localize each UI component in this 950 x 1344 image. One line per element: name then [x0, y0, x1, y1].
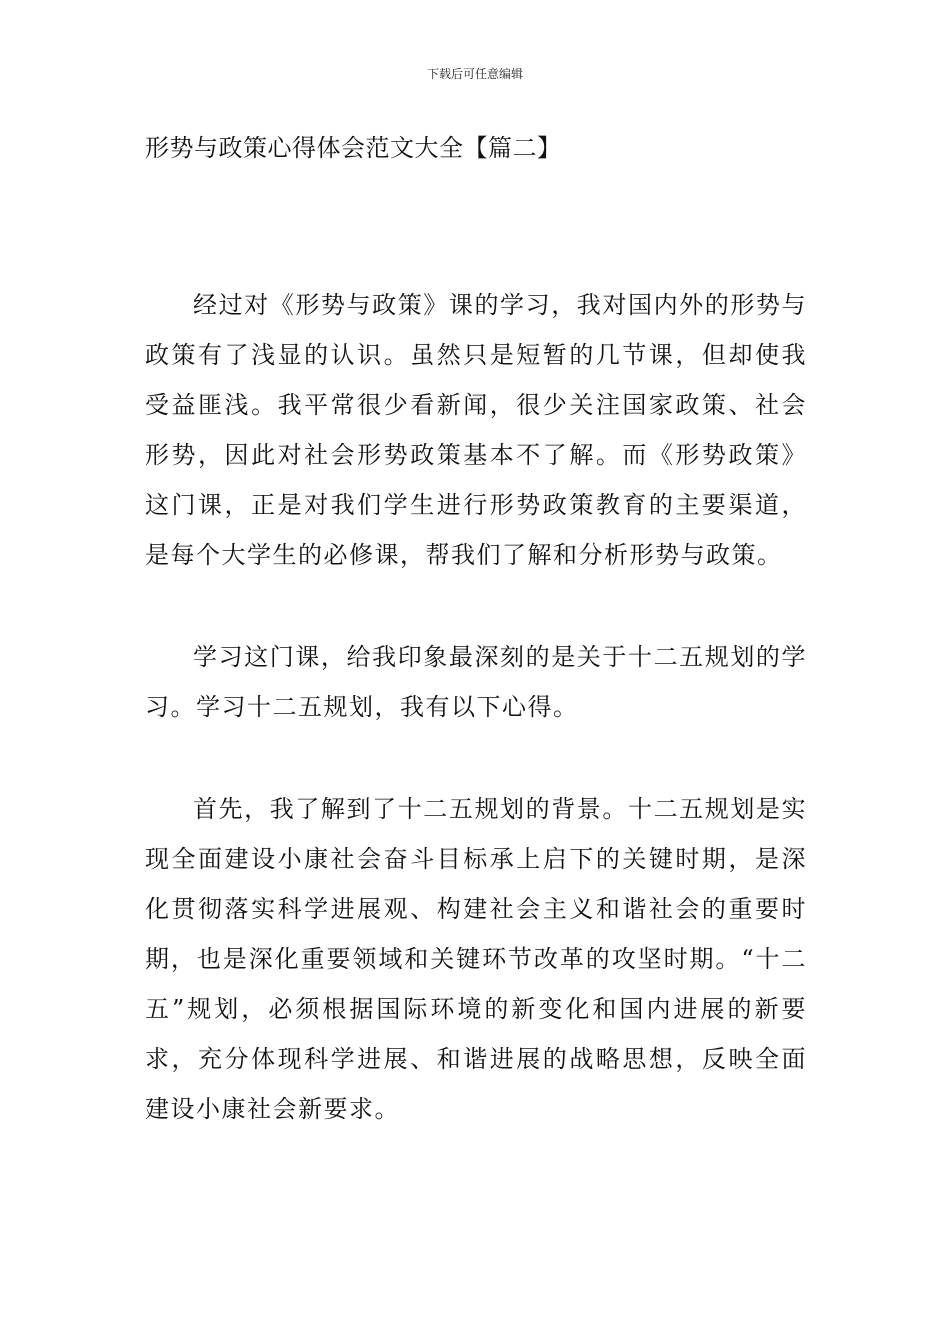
paragraph-1: 经过对《形势与政策》课的学习，我对国内外的形势与政策有了浅显的认识。虽然只是短暂的几节课，但却使我受益匪浅。我平常很少看新闻，很少关注国家政策、社会形势，因此对社会形势政策基本不了解。而《形势政策》这门课，正是对我们学生进行形势政策教育的主要渠道，是每个大学生的必修课，帮我们了解和分析形势与政策。 — [145, 291, 807, 569]
document-body — [145, 280, 807, 1186]
document-title: 形势与政策心得体会范文大全【篇二】 — [145, 134, 562, 162]
paragraph-2: 学习这门课，给我印象最深刻的是关于十二五规划的学习。学习十二五规划，我有以下心得。 — [145, 643, 807, 721]
paragraph-3: 首先，我了解到了十二五规划的背景。十二五规划是实现全面建设小康社会奋斗目标承上启下的关键时期，是深化贯彻落实科学进展观、构建社会主义和谐社会的重要时期，也是深化重要领域和关键环节改革的攻坚时期。“十二五”规划，必须根据国际环境的新变化和国内进展的新要求，充分体现科学进展、和谐进展的战略思想，反映全面建设小康社会新要求。 — [145, 795, 807, 1123]
header-note: 下载后可任意编辑 — [426, 67, 523, 81]
